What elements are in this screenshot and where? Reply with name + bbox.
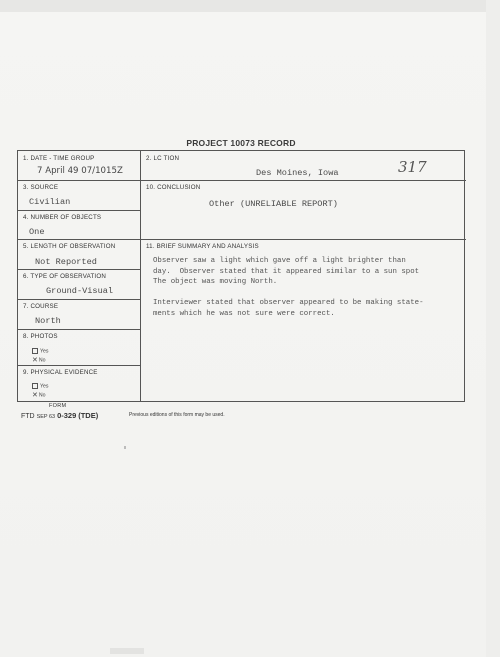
length-of-observation-value: Not Reported [35,257,97,267]
row-rule [18,239,466,240]
scan-top-edge [0,0,500,12]
date-time-group-value: 7 April 49 07/1015Z [37,166,123,176]
length-of-observation-label: 5. LENGTH OF OBSERVATION [23,243,116,250]
conclusion-value: Other (UNRELIABLE REPORT) [209,199,338,209]
form-title: PROJECT 10073 RECORD [186,138,296,148]
row-rule [18,299,140,300]
photos-label: 8. PHOTOS [23,333,58,340]
x-mark-icon: ✕ [32,392,38,399]
photos-yes-option: Yes [32,348,48,354]
handwritten-case-number: 317 [398,158,427,176]
summary-text: Observer saw a light which gave off a light brighter than day. Observer stated that it appeared similar to a sun spot The object was moving North. Interviewer stated that observer appeared to be making state- ments which he was not sure were correct. [153,257,424,318]
conclusion-label: 10. CONCLUSION [146,184,201,191]
record-form [17,150,465,402]
physical-evidence-yes-option: Yes [32,383,48,389]
source-value: Civilian [29,197,71,207]
number-of-objects-label: 4. NUMBER OF OBJECTS [23,214,102,221]
physical-evidence-label: 9. PHYSICAL EVIDENCE [23,369,98,376]
scan-bottom-mark [110,648,144,654]
row-rule [18,365,140,366]
x-mark-icon: ✕ [32,357,38,364]
course-label: 7. COURSE [23,303,59,310]
location-label: 2. LC TION [146,155,180,162]
footer-form-word: FORM [49,403,67,409]
checkbox-icon [32,348,38,354]
checkbox-icon [32,383,38,389]
scan-right-edge [486,0,500,657]
row-rule [18,269,140,270]
number-of-objects-value: One [29,227,45,237]
footer-previous-editions: Previous editions of this form may be used. [129,412,225,418]
column-divider [140,151,141,401]
summary-label: 11. BRIEF SUMMARY AND ANALYSIS [146,243,259,250]
type-of-observation-label: 6. TYPE OF OBSERVATION [23,273,107,280]
scan-speck [124,446,126,449]
photos-no-option: ✕No [32,357,46,364]
row-rule [18,329,140,330]
location-value: Des Moines, Iowa [256,168,339,178]
date-time-group-label: 1. DATE - TIME GROUP [23,155,95,162]
row-rule [18,210,140,211]
physical-evidence-no-option: ✕No [32,392,46,399]
source-label: 3. SOURCE [23,184,59,191]
course-value: North [35,316,61,326]
footer-form-code: FTD SEP 63 0-329 (TDE) [21,411,99,420]
row-rule [18,180,466,181]
type-of-observation-value: Ground-Visual [46,286,114,296]
